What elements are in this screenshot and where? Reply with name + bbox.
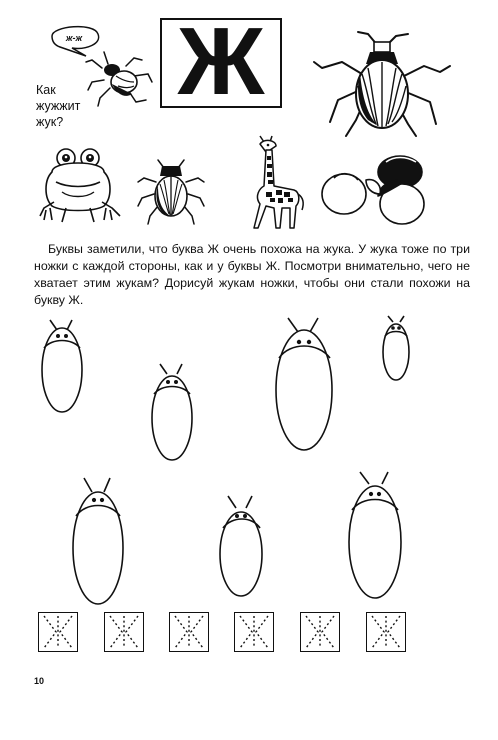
instruction-text: Буквы заметили, что буква Ж очень похожа на жука. У жука тоже по три ножки с каждой стороны, как и у буквы Ж. Посмотри внимательно, чего не хватает этим жукам? Дорисуй жукам ножки, чтобы они стали похожи на букву Ж. xyxy=(34,242,470,307)
beetle-icon xyxy=(136,158,206,228)
big-letter: Ж xyxy=(177,8,265,115)
bubble-text: ж-ж xyxy=(65,33,83,43)
question-line-1: Как xyxy=(36,83,56,97)
legless-beetle-2 xyxy=(152,364,192,460)
dotted-guide-1-2 xyxy=(60,616,72,648)
question-line-2: жужжит xyxy=(36,99,81,113)
dotted-guide-4-1 xyxy=(240,616,252,648)
dotted-guide-2-2 xyxy=(126,616,138,648)
legless-beetle-1 xyxy=(42,320,82,412)
dotted-guide-1-1 xyxy=(44,616,56,648)
dotted-guide-2-1 xyxy=(110,616,122,648)
beetle-outlines-row-2 xyxy=(0,470,498,600)
letter-box xyxy=(160,8,282,115)
legless-beetle-4 xyxy=(383,316,409,380)
legless-beetle-7 xyxy=(349,472,401,598)
dotted-guide-5-1 xyxy=(306,616,318,648)
legless-beetle-5 xyxy=(73,478,123,604)
frog-icon xyxy=(40,146,122,226)
large-beetle-icon xyxy=(312,28,452,138)
dotted-guide-3-1 xyxy=(175,616,187,648)
dotted-guide-4-2 xyxy=(256,616,268,648)
question-line-3: жук? xyxy=(36,115,64,129)
dotted-letter-guides xyxy=(0,612,498,652)
dotted-guide-5-2 xyxy=(322,616,334,648)
small-beetle-icon xyxy=(84,46,154,116)
instruction-paragraph xyxy=(34,241,470,309)
legless-beetle-6 xyxy=(220,496,262,596)
dotted-guide-3-2 xyxy=(191,616,203,648)
dotted-guide-6-2 xyxy=(388,616,400,648)
dotted-guide-6-1 xyxy=(372,616,384,648)
legless-beetle-3 xyxy=(276,318,332,450)
acorns-icon xyxy=(322,154,426,228)
giraffe-icon xyxy=(242,136,306,234)
page-number: 10 xyxy=(34,676,45,686)
